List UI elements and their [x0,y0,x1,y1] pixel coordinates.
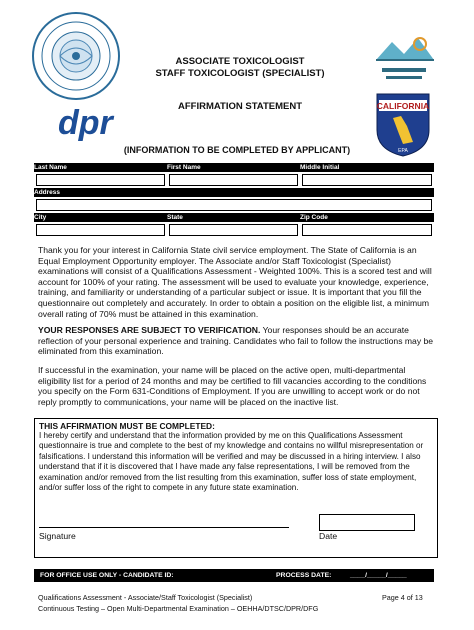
middle-initial-field[interactable] [302,174,432,186]
signature-line[interactable] [39,527,289,528]
california-logo-text: CALIFORNIA [376,101,430,111]
date-label: Date [319,531,338,541]
eligibility-paragraph: If successful in the examination, your name will be placed on the active open, multi-departmental eligibility list for a period of 24 months and may be certified to fill vacancies according to the conditions you specify on the Form 631-Conditions of Employment. If you are unwilling to accept work or do not reply promptly to communications, your name will be placed on the inactive list. [38,365,427,407]
exam-title-line-1: ASSOCIATE TOXICOLOGIST [175,56,305,67]
first-name-label: First Name [167,163,300,172]
affirmation-box [34,418,438,558]
zip-code-field[interactable] [302,224,432,236]
applicant-subheading: (INFORMATION TO BE COMPLETED BY APPLICANT) [123,145,351,155]
affirmation-text: I hereby certify and understand that the information provided by me on this Qualifications Assessment questionnaire is true and complete to the best of my knowledge and contains no willful misrepresentation or falsifications. I understand this information will be verified and may be discussed in a hiring interview. I also understand that if it is discovered that I have made any false representations, I will be removed from the examination and/or removed from the list resulting from this examination, suffer loss of state employment, and/or suffer loss of the right to compete in any future state examination. [39,431,424,493]
city-field[interactable] [36,224,165,236]
last-name-field[interactable] [36,174,165,186]
dtsc-logo [370,30,440,88]
state-label: State [167,213,300,222]
office-use-bar [34,569,434,582]
city-label: City [34,213,167,222]
state-field[interactable] [169,224,298,236]
last-name-label: Last Name [34,163,167,172]
address-label: Address [34,188,434,197]
process-date-blank: ____/_____/_____ [350,572,407,579]
zip-code-label: Zip Code [300,213,434,222]
oehha-seal-logo [30,10,122,102]
page-number: Page 4 of 13 [382,593,423,602]
affirmation-title: THIS AFFIRMATION MUST BE COMPLETED: [39,421,215,431]
intro-paragraph: Thank you for your interest in California State civil service employment. The State of California is an Equal Employment Opportunity employer. The Associate and/or Staff Toxicologist (Specialist) examinations will consist of a Qualifications Assessment - Weighted 100%. This is a scored test and will account for 100% of your rating. The assessment will be used to evaluate your knowledge, experience, training, and familiarity or understanding of a particular subject or issue. It is important that you fill the questionnaire out completely and accurately. In order to obtain a position on the eligible list, a minimum overall rating of 70% must be attained in this examination. [38,245,432,319]
signature-label: Signature [39,531,76,541]
candidate-id-label: FOR OFFICE USE ONLY - CANDIDATE ID: [40,572,174,579]
verification-paragraph [38,325,438,357]
footer-line-2: Continuous Testing – Open Multi-Departmental Examination – OEHHA/DTSC/DPR/DFG [38,604,319,613]
first-name-field[interactable] [169,174,298,186]
ca-seal-logo-text: EPA [398,148,408,154]
footer-line-1: Qualifications Assessment - Associate/Staff Toxicologist (Specialist) [38,593,253,602]
verification-heading: YOUR RESPONSES ARE SUBJECT TO VERIFICATION. [38,325,261,335]
date-field[interactable] [319,514,415,531]
process-date-label: PROCESS DATE: [276,572,332,579]
middle-initial-label: Middle Initial [300,163,434,172]
exam-title-line-2: STAFF TOXICOLOGIST (SPECIALIST) [155,68,325,79]
dpr-logo-text: dpr [58,104,113,142]
dpr-logo [56,100,126,144]
verification-text: Your responses should be an accurate reflection of your personal experience and training. Candidates who fail to follow the instructions may be eliminated from this examination. [38,325,434,357]
address-field[interactable] [36,199,432,211]
statement-title: AFFIRMATION STATEMENT [177,101,302,112]
applicant-info-form [34,163,434,238]
